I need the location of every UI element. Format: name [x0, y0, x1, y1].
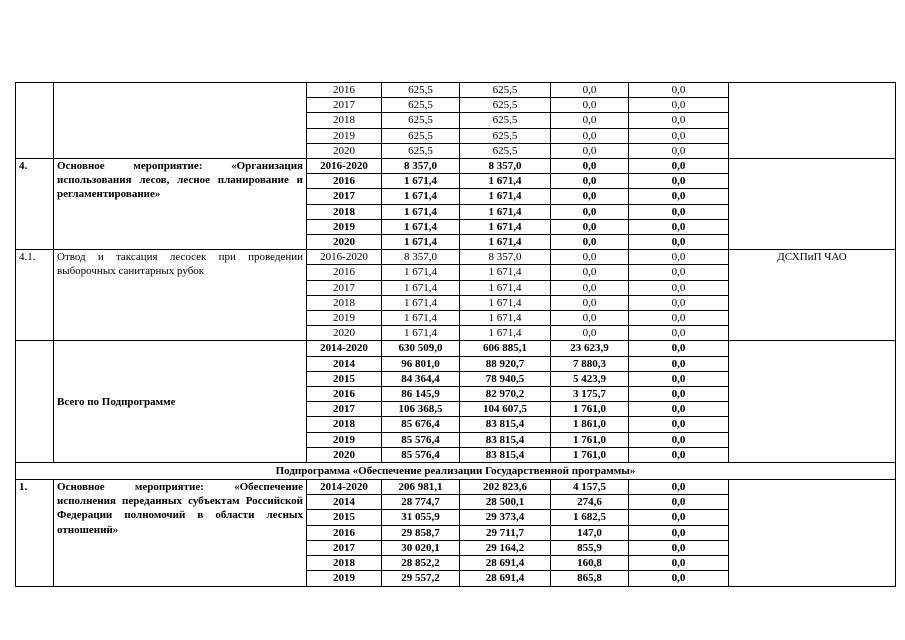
item-number — [16, 341, 54, 463]
table-body — [16, 83, 896, 587]
other-sources-cell: 0,0 — [629, 540, 729, 555]
regional-budget-cell: 1 671,4 — [460, 295, 551, 310]
item-number: 4. — [16, 159, 54, 250]
regional-budget-cell: 1 671,4 — [460, 280, 551, 295]
federal-budget-cell: 0,0 — [551, 174, 629, 189]
total-cell: 1 671,4 — [382, 280, 460, 295]
other-sources-cell: 0,0 — [629, 387, 729, 402]
period-cell: 2014-2020 — [307, 480, 382, 495]
other-sources-cell: 0,0 — [629, 371, 729, 386]
regional-budget-cell: 1 671,4 — [460, 204, 551, 219]
federal-budget-cell: 0,0 — [551, 189, 629, 204]
other-sources-cell: 0,0 — [629, 311, 729, 326]
item-description: Основное мероприятие: «Организация использования лесов, лесное планирование и регламентирование» — [54, 159, 307, 250]
total-cell: 1 671,4 — [382, 235, 460, 250]
other-sources-cell: 0,0 — [629, 495, 729, 510]
federal-budget-cell: 0,0 — [551, 159, 629, 174]
table-row — [16, 480, 896, 495]
regional-budget-cell: 1 671,4 — [460, 219, 551, 234]
federal-budget-cell: 0,0 — [551, 295, 629, 310]
federal-budget-cell: 0,0 — [551, 250, 629, 265]
total-cell: 1 671,4 — [382, 326, 460, 341]
other-sources-cell: 0,0 — [629, 447, 729, 462]
regional-budget-cell: 606 885,1 — [460, 341, 551, 356]
table-row — [16, 159, 896, 174]
regional-budget-cell: 83 815,4 — [460, 417, 551, 432]
regional-budget-cell: 1 671,4 — [460, 326, 551, 341]
period-cell: 2019 — [307, 219, 382, 234]
other-sources-cell: 0,0 — [629, 432, 729, 447]
period-cell: 2018 — [307, 295, 382, 310]
total-cell: 1 671,4 — [382, 174, 460, 189]
federal-budget-cell: 0,0 — [551, 265, 629, 280]
total-cell: 85 576,4 — [382, 447, 460, 462]
other-sources-cell: 0,0 — [629, 113, 729, 128]
regional-budget-cell: 625,5 — [460, 113, 551, 128]
item-description — [54, 83, 307, 159]
other-sources-cell: 0,0 — [629, 219, 729, 234]
total-cell: 625,5 — [382, 83, 460, 98]
other-sources-cell: 0,0 — [629, 356, 729, 371]
period-cell: 2014-2020 — [307, 341, 382, 356]
other-sources-cell: 0,0 — [629, 417, 729, 432]
total-cell: 28 774,7 — [382, 495, 460, 510]
period-cell: 2018 — [307, 204, 382, 219]
period-cell: 2017 — [307, 280, 382, 295]
period-cell: 2016-2020 — [307, 159, 382, 174]
executor-cell — [729, 159, 896, 250]
total-cell: 625,5 — [382, 98, 460, 113]
total-cell: 630 509,0 — [382, 341, 460, 356]
other-sources-cell: 0,0 — [629, 189, 729, 204]
federal-budget-cell: 7 880,3 — [551, 356, 629, 371]
regional-budget-cell: 28 500,1 — [460, 495, 551, 510]
period-cell: 2017 — [307, 189, 382, 204]
regional-budget-cell: 8 357,0 — [460, 250, 551, 265]
other-sources-cell: 0,0 — [629, 83, 729, 98]
total-cell: 1 671,4 — [382, 265, 460, 280]
other-sources-cell: 0,0 — [629, 235, 729, 250]
period-cell: 2020 — [307, 447, 382, 462]
period-cell: 2019 — [307, 311, 382, 326]
federal-budget-cell: 865,8 — [551, 571, 629, 586]
period-cell: 2020 — [307, 326, 382, 341]
total-cell: 86 145,9 — [382, 387, 460, 402]
item-description: Основное мероприятие: «Обеспечение исполнения переданных субъектам Российской Федерации полномочий в области лесных отношений» — [54, 480, 307, 586]
regional-budget-cell: 625,5 — [460, 83, 551, 98]
total-cell: 85 676,4 — [382, 417, 460, 432]
period-cell: 2016 — [307, 174, 382, 189]
table-row — [16, 341, 896, 356]
period-cell: 2016-2020 — [307, 250, 382, 265]
other-sources-cell: 0,0 — [629, 250, 729, 265]
other-sources-cell: 0,0 — [629, 204, 729, 219]
section-header-row — [16, 463, 896, 480]
federal-budget-cell: 23 623,9 — [551, 341, 629, 356]
regional-budget-cell: 625,5 — [460, 143, 551, 158]
other-sources-cell: 0,0 — [629, 510, 729, 525]
item-number: 4.1. — [16, 250, 54, 341]
period-cell: 2014 — [307, 356, 382, 371]
table-row — [16, 83, 896, 98]
total-cell: 625,5 — [382, 113, 460, 128]
period-cell: 2018 — [307, 556, 382, 571]
federal-budget-cell: 0,0 — [551, 128, 629, 143]
other-sources-cell: 0,0 — [629, 143, 729, 158]
federal-budget-cell: 855,9 — [551, 540, 629, 555]
other-sources-cell: 0,0 — [629, 280, 729, 295]
federal-budget-cell: 3 175,7 — [551, 387, 629, 402]
regional-budget-cell: 1 671,4 — [460, 311, 551, 326]
total-cell: 625,5 — [382, 143, 460, 158]
federal-budget-cell: 0,0 — [551, 98, 629, 113]
regional-budget-cell: 83 815,4 — [460, 447, 551, 462]
regional-budget-cell: 1 671,4 — [460, 235, 551, 250]
total-cell: 30 020,1 — [382, 540, 460, 555]
regional-budget-cell: 1 671,4 — [460, 174, 551, 189]
regional-budget-cell: 202 823,6 — [460, 480, 551, 495]
other-sources-cell: 0,0 — [629, 295, 729, 310]
federal-budget-cell: 1 761,0 — [551, 402, 629, 417]
total-cell: 1 671,4 — [382, 204, 460, 219]
federal-budget-cell: 0,0 — [551, 311, 629, 326]
item-number: 1. — [16, 480, 54, 586]
period-cell: 2014 — [307, 495, 382, 510]
regional-budget-cell: 29 711,7 — [460, 525, 551, 540]
federal-budget-cell: 0,0 — [551, 280, 629, 295]
regional-budget-cell: 8 357,0 — [460, 159, 551, 174]
regional-budget-cell: 82 970,2 — [460, 387, 551, 402]
total-cell: 8 357,0 — [382, 159, 460, 174]
regional-budget-cell: 625,5 — [460, 128, 551, 143]
period-cell: 2019 — [307, 432, 382, 447]
total-cell: 206 981,1 — [382, 480, 460, 495]
federal-budget-cell: 0,0 — [551, 113, 629, 128]
other-sources-cell: 0,0 — [629, 128, 729, 143]
total-cell: 28 852,2 — [382, 556, 460, 571]
other-sources-cell: 0,0 — [629, 556, 729, 571]
federal-budget-cell: 0,0 — [551, 235, 629, 250]
other-sources-cell: 0,0 — [629, 571, 729, 586]
period-cell: 2017 — [307, 402, 382, 417]
total-cell: 1 671,4 — [382, 295, 460, 310]
period-cell: 2018 — [307, 417, 382, 432]
executor-cell: ДСХПиП ЧАО — [729, 250, 896, 341]
period-cell: 2019 — [307, 571, 382, 586]
total-cell: 1 671,4 — [382, 219, 460, 234]
period-cell: 2016 — [307, 265, 382, 280]
other-sources-cell: 0,0 — [629, 98, 729, 113]
federal-budget-cell: 4 157,5 — [551, 480, 629, 495]
other-sources-cell: 0,0 — [629, 265, 729, 280]
regional-budget-cell: 28 691,4 — [460, 571, 551, 586]
federal-budget-cell: 1 682,5 — [551, 510, 629, 525]
total-cell: 8 357,0 — [382, 250, 460, 265]
federal-budget-cell: 1 861,0 — [551, 417, 629, 432]
federal-budget-cell: 0,0 — [551, 143, 629, 158]
item-description: Всего по Подпрограмме — [54, 341, 307, 463]
period-cell: 2016 — [307, 387, 382, 402]
total-cell: 85 576,4 — [382, 432, 460, 447]
regional-budget-cell: 88 920,7 — [460, 356, 551, 371]
regional-budget-cell: 29 373,4 — [460, 510, 551, 525]
federal-budget-cell: 1 761,0 — [551, 432, 629, 447]
period-cell: 2015 — [307, 510, 382, 525]
total-cell: 625,5 — [382, 128, 460, 143]
federal-budget-cell: 160,8 — [551, 556, 629, 571]
executor-cell — [729, 480, 896, 586]
executor-cell — [729, 83, 896, 159]
federal-budget-cell: 5 423,9 — [551, 371, 629, 386]
period-cell: 2017 — [307, 98, 382, 113]
other-sources-cell: 0,0 — [629, 525, 729, 540]
regional-budget-cell: 83 815,4 — [460, 432, 551, 447]
regional-budget-cell: 1 671,4 — [460, 189, 551, 204]
total-cell: 1 671,4 — [382, 311, 460, 326]
period-cell: 2020 — [307, 143, 382, 158]
federal-budget-cell: 1 761,0 — [551, 447, 629, 462]
section-title: Подпрограмма «Обеспечение реализации Государственной программы» — [16, 463, 896, 480]
total-cell: 1 671,4 — [382, 189, 460, 204]
regional-budget-cell: 1 671,4 — [460, 265, 551, 280]
other-sources-cell: 0,0 — [629, 480, 729, 495]
item-number — [16, 83, 54, 159]
total-cell: 29 858,7 — [382, 525, 460, 540]
federal-budget-cell: 0,0 — [551, 83, 629, 98]
federal-budget-cell: 0,0 — [551, 204, 629, 219]
other-sources-cell: 0,0 — [629, 326, 729, 341]
total-cell: 106 368,5 — [382, 402, 460, 417]
total-cell: 29 557,2 — [382, 571, 460, 586]
other-sources-cell: 0,0 — [629, 174, 729, 189]
period-cell: 2017 — [307, 540, 382, 555]
regional-budget-cell: 104 607,5 — [460, 402, 551, 417]
total-cell: 84 364,4 — [382, 371, 460, 386]
regional-budget-cell: 625,5 — [460, 98, 551, 113]
regional-budget-cell: 28 691,4 — [460, 556, 551, 571]
regional-budget-cell: 78 940,5 — [460, 371, 551, 386]
regional-budget-cell: 29 164,2 — [460, 540, 551, 555]
budget-table — [15, 82, 896, 587]
other-sources-cell: 0,0 — [629, 402, 729, 417]
other-sources-cell: 0,0 — [629, 159, 729, 174]
federal-budget-cell: 274,6 — [551, 495, 629, 510]
period-cell: 2019 — [307, 128, 382, 143]
total-cell: 96 801,0 — [382, 356, 460, 371]
federal-budget-cell: 0,0 — [551, 219, 629, 234]
period-cell: 2016 — [307, 83, 382, 98]
period-cell: 2020 — [307, 235, 382, 250]
executor-cell — [729, 341, 896, 463]
period-cell: 2015 — [307, 371, 382, 386]
table-row — [16, 250, 896, 265]
federal-budget-cell: 0,0 — [551, 326, 629, 341]
other-sources-cell: 0,0 — [629, 341, 729, 356]
federal-budget-cell: 147,0 — [551, 525, 629, 540]
period-cell: 2016 — [307, 525, 382, 540]
period-cell: 2018 — [307, 113, 382, 128]
total-cell: 31 055,9 — [382, 510, 460, 525]
item-description: Отвод и таксация лесосек при проведении выборочных санитарных рубок — [54, 250, 307, 341]
